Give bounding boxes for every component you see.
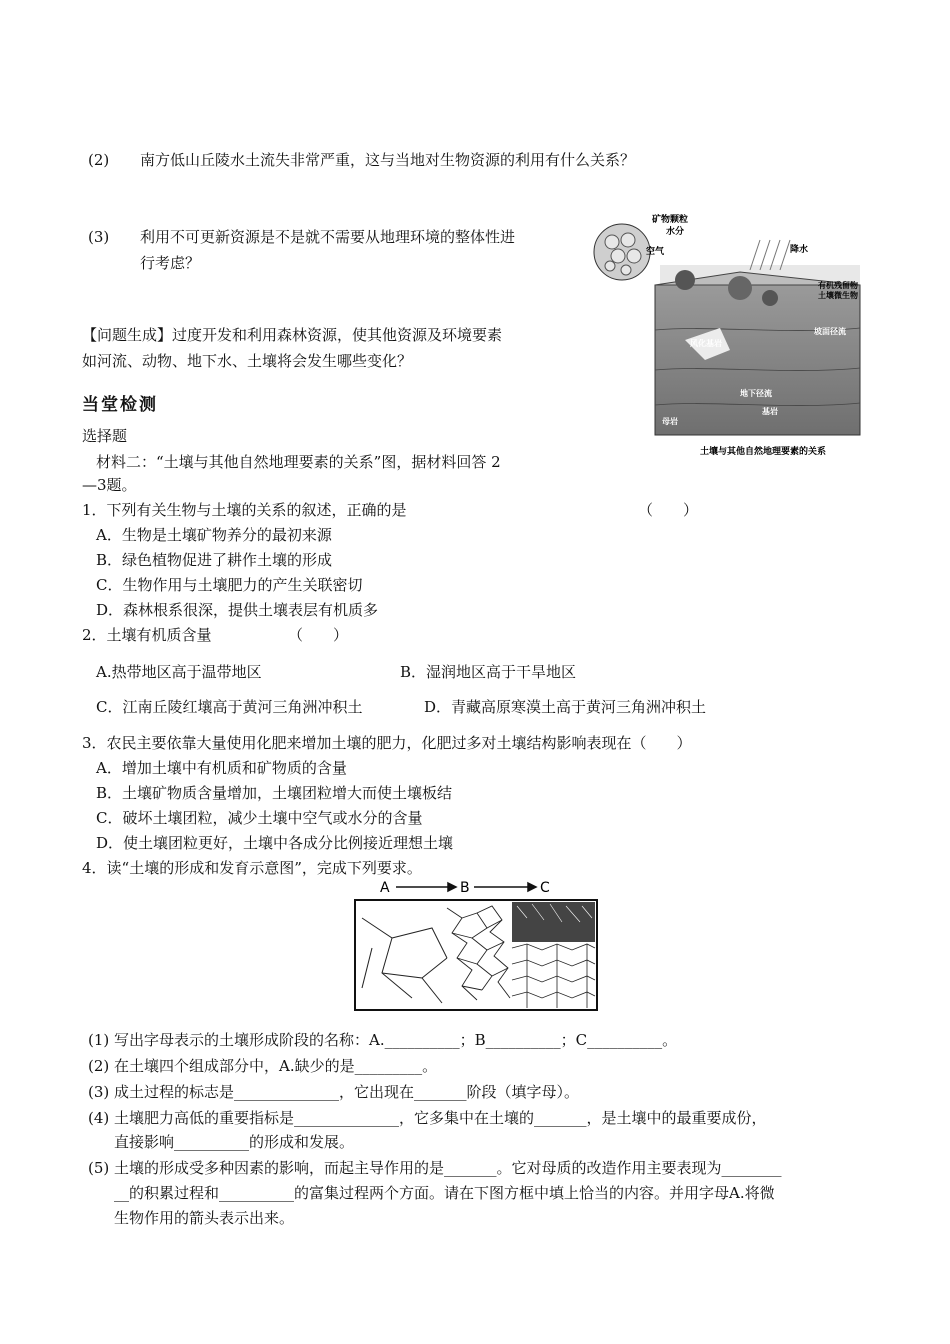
label-parent-rock: 母岩 [662, 417, 678, 426]
q1-stem: 1．下列有关生物与土壤的关系的叙述，正确的是 [82, 501, 407, 519]
stage-label-b: B [460, 880, 470, 896]
q1-option-c: C．生物作用与土壤肥力的产生关联密切 [96, 576, 363, 594]
label-organic: 有机残留物 [818, 281, 858, 290]
q3-option-d: D．使土壤团粒更好，土壤中各成分比例接近理想土壤 [96, 834, 454, 852]
problem-line2: 如河流、动物、地下水、土壤将会发生哪些变化？ [82, 352, 413, 370]
q3-stem: 3．农民主要依靠大量使用化肥来增加土壤的肥力，化肥过多对土壤结构影响表现在（ ） [82, 734, 692, 752]
label-mineral: 矿物颗粒 [652, 215, 689, 225]
label-water: 水分 [666, 227, 685, 237]
stage-label-c: C [540, 880, 550, 896]
material-line1: 材料二：“土壤与其他自然地理要素的关系”图，据材料回答 2 [96, 453, 501, 471]
sub-item-1: (1) 写出字母表示的土壤形成阶段的名称：A.__________；B__________；C__________。 [88, 1031, 678, 1049]
sub-item-4-line1: (4) 土壤肥力高低的重要指标是______________，它多集中在土壤的_______，是土壤中的最重要成份， [88, 1109, 767, 1127]
tree-icon [675, 270, 695, 290]
q3-option-a: A．增加土壤中有机质和矿物质的含量 [96, 759, 347, 777]
q1-answer-paren: （ ） [638, 501, 699, 519]
q3-line1: 利用不可更新资源是不是就不需要从地理环境的整体性进 [140, 228, 516, 246]
q3-number: (3) [88, 228, 110, 246]
label-microbes: 土壤微生物 [818, 291, 858, 300]
label-rain: 降水 [790, 245, 809, 255]
q3-option-b: B．土壤矿物质含量增加，土壤团粒增大而使土壤板结 [96, 784, 453, 802]
q4-stem: 4．读“土壤的形成和发育示意图”，完成下列要求。 [82, 859, 422, 877]
label-runoff: 坡面径流 [814, 327, 846, 336]
q1-option-d: D．森林根系很深，提供土壤表层有机质多 [96, 601, 379, 619]
label-air: 空气 [646, 247, 665, 257]
sub-item-5-line3: 生物作用的箭头表示出来。 [114, 1209, 295, 1227]
stage-label-a: A [380, 880, 390, 896]
q1-option-b: B．绿色植物促进了耕作土壤的形成 [96, 551, 333, 569]
q2-number: (2) [88, 151, 110, 169]
label-bedrock: 基岩 [762, 407, 778, 416]
q2-option-b: B．湿润地区高于干旱地区 [400, 663, 577, 681]
soil-formation-figure [352, 878, 600, 1014]
q3-line2: 行考虑？ [140, 254, 201, 272]
q2-option-c: C．江南丘陵红壤高于黄河三角洲冲积土 [96, 698, 363, 716]
sub-item-5-line2: __的积累过程和__________的富集过程两个方面。请在下图方框中填上恰当的内容。并用字母A.将微 [114, 1184, 775, 1202]
label-weathered: 风化基岩 [690, 339, 722, 348]
material-line2: —3题。 [82, 476, 137, 494]
sub-item-4-line2: 直接影响__________的形成和发展。 [114, 1133, 355, 1151]
sub-item-2: (2) 在土壤四个组成部分中，A.缺少的是_________。 [88, 1057, 438, 1075]
q1-option-a: A．生物是土壤矿物养分的最初来源 [96, 526, 332, 544]
sub-item-3: (3) 成土过程的标志是______________，它出现在_______阶段（填字母）。 [88, 1083, 580, 1101]
q2-text: 南方低山丘陵水土流失非常严重，这与当地对生物资源的利用有什么关系？ [140, 151, 636, 169]
q2-stem: 2．土壤有机质含量 [82, 626, 212, 644]
label-groundwater: 地下径流 [740, 389, 772, 398]
soil-relationship-figure [590, 210, 870, 460]
q3-option-c: C．破坏土壤团粒，减少土壤中空气或水分的含量 [96, 809, 423, 827]
q2-answer-paren: （ ） [288, 626, 349, 644]
q2-option-d: D．青藏高原寒漠土高于黄河三角洲冲积土 [424, 698, 707, 716]
figure1-caption: 土壤与其他自然地理要素的关系 [700, 447, 827, 457]
sub-item-5-line1: (5) 土壤的形成受多种因素的影响，而起主导作用的是_______。它对母质的改造作用主要表现为________ [88, 1159, 782, 1177]
q2-option-a: A.热带地区高于温带地区 [96, 663, 262, 681]
problem-line1: 【问题生成】过度开发和利用森林资源，使其他资源及环境要素 [82, 326, 503, 344]
section-title: 当堂检测 [82, 395, 158, 415]
choice-label: 选择题 [82, 427, 128, 445]
